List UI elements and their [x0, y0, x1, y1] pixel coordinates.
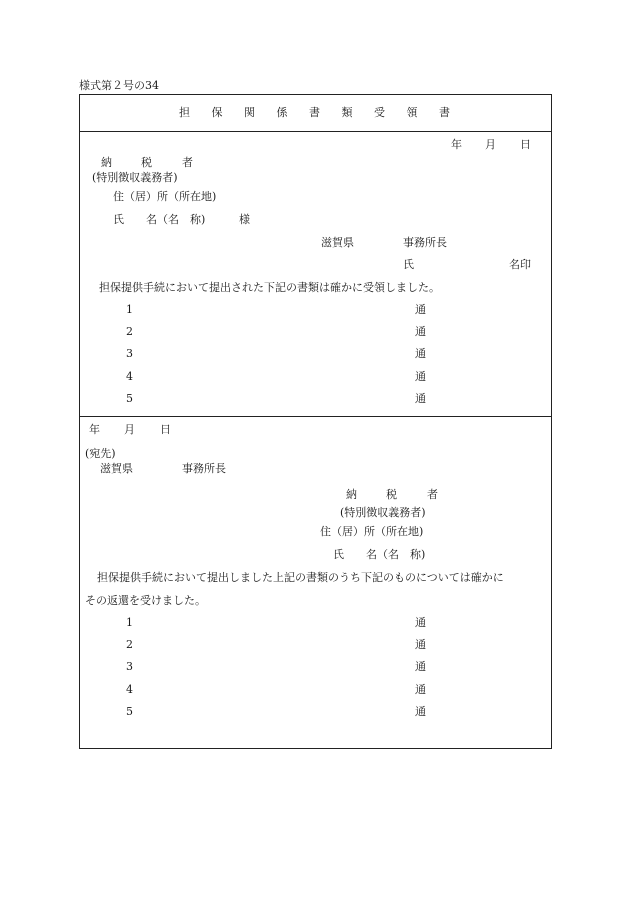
item-number: 4 — [126, 370, 133, 383]
title-char: 担 — [179, 106, 192, 119]
return-statement-line2: その返還を受けました。 — [85, 594, 206, 607]
issuer-prefecture: 滋賀県 — [321, 236, 354, 249]
receipt-date-month: 月 — [485, 138, 496, 151]
issuer-office: 事務所長 — [403, 236, 447, 249]
name-label: 氏 名（名 称) — [113, 213, 206, 226]
form-number: 様式第２号の34 — [79, 79, 159, 92]
issuer-name-label: 氏 — [403, 258, 414, 271]
item-number: 4 — [126, 683, 133, 696]
title-char: 係 — [276, 106, 290, 119]
name-label: 氏 名（名 称) — [333, 548, 426, 561]
item-unit: 通 — [415, 392, 426, 405]
title-char: 書 — [439, 106, 452, 119]
receipt-date-year: 年 — [451, 138, 462, 151]
section-divider — [79, 416, 552, 417]
item-unit: 通 — [415, 638, 426, 651]
document-title — [79, 107, 552, 118]
title-char: 関 — [244, 106, 257, 119]
return-date-year: 年 — [89, 423, 100, 436]
taxpayer-label: 者 — [427, 488, 438, 501]
addressee-label: (宛先) — [85, 447, 116, 460]
taxpayer-label: 税 — [386, 488, 397, 501]
item-unit: 通 — [415, 370, 426, 383]
item-unit: 通 — [415, 683, 426, 696]
return-statement-line1: 担保提供手続において提出しました上記の書類のうち下記のものについては確かに — [97, 571, 504, 584]
item-number: 1 — [126, 303, 133, 316]
address-label: 住（居）所（所在地) — [320, 525, 424, 538]
seal-label: 名印 — [509, 258, 531, 271]
item-number: 2 — [126, 638, 133, 651]
addressee-office: 事務所長 — [182, 462, 226, 475]
title-char: 領 — [406, 106, 420, 119]
taxpayer-label: 納 — [346, 488, 357, 501]
taxpayer-label: 納 — [101, 156, 112, 169]
item-number: 5 — [126, 705, 133, 718]
item-unit: 通 — [415, 347, 426, 360]
item-number: 1 — [126, 616, 133, 629]
item-number: 3 — [126, 660, 133, 673]
addressee-prefecture: 滋賀県 — [100, 462, 133, 475]
item-unit: 通 — [415, 325, 426, 338]
title-char: 受 — [374, 106, 387, 119]
honorific: 様 — [239, 213, 250, 226]
receipt-date-day: 日 — [520, 138, 531, 151]
item-unit: 通 — [415, 616, 426, 629]
item-number: 3 — [126, 347, 133, 360]
return-date-day: 日 — [160, 423, 171, 436]
item-number: 2 — [126, 325, 133, 338]
title-divider — [79, 131, 552, 132]
special-collector-label: (特別徴収義務者) — [340, 506, 426, 519]
address-label: 住（居）所（所在地) — [113, 190, 217, 203]
special-collector-label: (特別徴収義務者) — [92, 171, 178, 184]
title-char: 書 — [309, 106, 322, 119]
title-char: 類 — [341, 106, 355, 119]
receipt-statement: 担保提供手続において提出された下記の書類は確かに受領しました。 — [99, 281, 440, 294]
item-unit: 通 — [415, 303, 426, 316]
taxpayer-label: 税 — [141, 156, 152, 169]
title-char: 保 — [211, 106, 225, 119]
item-unit: 通 — [415, 705, 426, 718]
item-number: 5 — [126, 392, 133, 405]
item-unit: 通 — [415, 660, 426, 673]
return-date-month: 月 — [124, 423, 135, 436]
taxpayer-label: 者 — [182, 156, 193, 169]
